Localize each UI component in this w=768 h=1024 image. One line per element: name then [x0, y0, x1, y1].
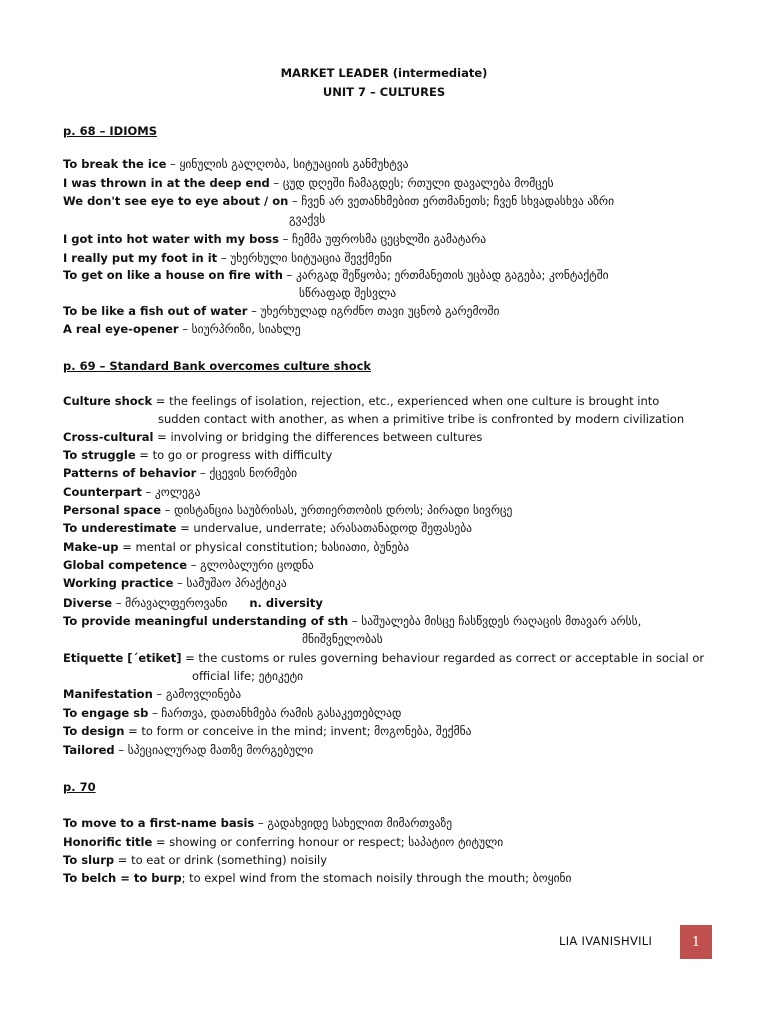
entry-definition: გამოვლინება	[165, 687, 242, 701]
entry-definition: to go or progress with difficulty	[152, 448, 333, 462]
entry-term: Working practice	[63, 576, 174, 590]
entry-definition: to form or conceive in the mind; invent; მოგონება, შექმნა	[141, 724, 472, 738]
entry-sep: –	[141, 485, 155, 499]
entry-term: Tailored	[63, 743, 115, 757]
page-number-badge: 1	[680, 925, 712, 959]
entry-sep: =	[176, 521, 194, 535]
entry-term: Make-up	[63, 540, 119, 554]
vocab-entry	[63, 722, 713, 740]
entry-term: Etiquette [´etiket]	[63, 651, 182, 665]
entry-sep: –	[278, 232, 293, 246]
entry-definition: საშუალება მისცე ჩასწვდეს რაღაცის მთავარ არსს,	[361, 614, 642, 628]
vocab-entry	[63, 230, 713, 248]
entry-definition: უხერხული სიტუაცია შევქმენი	[230, 251, 392, 265]
entry-definition: showing or conferring honour or respect; საპატიო ტიტული	[169, 835, 504, 849]
entry-term: To be like a fish out of water	[63, 304, 248, 318]
entry-term: I really put my foot in it	[63, 251, 218, 265]
entry-term: To break the ice	[63, 157, 167, 171]
vocab-entry	[63, 649, 713, 685]
entry-definition: სპეციალურად მათზე მორგებული	[127, 743, 314, 757]
entry-sep: –	[178, 322, 192, 336]
vocab-entry	[63, 685, 713, 703]
entry-sep: =	[118, 540, 136, 554]
entry-term: To get on like a house on fire with	[63, 268, 283, 282]
entry-sep: –	[148, 706, 162, 720]
entry-sep: =	[152, 394, 170, 408]
entry-term: To struggle	[63, 448, 136, 462]
unit-title: UNIT 7 – CULTURES	[322, 85, 446, 99]
entry-continuation: official life; ეტიკეტი	[192, 669, 304, 683]
entry-sep: –	[282, 268, 296, 282]
section-heading-standard-bank: p. 69 – Standard Bank overcomes culture shock	[63, 359, 372, 373]
entry-definition: მრავალფეროვანი	[125, 596, 228, 610]
entry-sep: –	[173, 576, 187, 590]
entry-term: A real eye-opener	[63, 322, 179, 336]
entry-term: To underestimate	[63, 521, 177, 535]
entry-sep: ;	[181, 871, 190, 885]
entry-definition: ცუდ დღეში ჩამაგდეს; რთული დავალება მომცეს	[282, 176, 554, 190]
entry-sep: –	[166, 157, 180, 171]
vocab-entry	[63, 556, 713, 574]
entry-continuation: სწრაფად შესვლა	[299, 286, 397, 300]
entry-noun-form: n. diversity	[249, 596, 323, 610]
entry-term: Patterns of behavior	[63, 466, 197, 480]
section-heading-idioms: p. 68 – IDIOMS	[63, 124, 157, 138]
entry-definition: to expel wind from the stomach noisily through the mouth; ბოყინი	[189, 871, 572, 885]
entry-definition: the feelings of isolation, rejection, etc., experienced when one culture is brought into	[169, 394, 660, 408]
entry-sep: –	[152, 687, 166, 701]
entry-continuation: sudden contact with another, as when a primitive tribe is confronted by modern civilization	[158, 412, 685, 426]
entry-definition: დისტანცია საუბრისას, ურთიერთობის დროს; პირადი სივრცე	[174, 503, 513, 517]
vocab-entry	[63, 392, 713, 428]
entry-term: I got into hot water with my boss	[63, 232, 279, 246]
entry-definition: კარგად შეწყობა; ერთმანეთის უცბად გაგება; კონტაქტში	[295, 268, 609, 282]
entry-definition: involving or bridging the differences between cultures	[170, 430, 483, 444]
vocab-entry	[63, 741, 713, 759]
vocab-entry	[63, 266, 713, 302]
entry-term: Personal space	[63, 503, 161, 517]
vocab-entry	[63, 155, 713, 173]
entry-definition: ქცევის ნორმები	[209, 466, 298, 480]
vocab-entry	[63, 574, 713, 592]
section-heading-p70: p. 70	[63, 780, 96, 794]
entry-sep: –	[114, 743, 128, 757]
entry-sep: –	[254, 816, 268, 830]
entry-sep: =	[181, 651, 199, 665]
entry-continuation: მნიშვნელობას	[302, 632, 383, 646]
vocab-entry	[63, 869, 713, 887]
vocab-entry	[63, 446, 713, 464]
entry-sep: –	[187, 558, 201, 572]
entry-definition: to eat or drink (something) noisily	[131, 853, 328, 867]
entry-definition: ყინულის გალღობა, სიტუაციის განმუხტვა	[179, 157, 409, 171]
entry-definition: უხერხულად იგრძნო თავი უცნობ გარემოში	[260, 304, 500, 318]
entry-definition: the customs or rules governing behaviour regarded as correct or acceptable in social or	[198, 651, 705, 665]
vocab-entry	[63, 501, 713, 519]
entry-term: Manifestation	[63, 687, 153, 701]
entry-sep: –	[348, 614, 362, 628]
entry-sep: =	[135, 448, 153, 462]
entry-definition: undervalue, underrate; არასათანადოდ შეფასება	[193, 521, 473, 535]
entry-term: Counterpart	[63, 485, 142, 499]
entry-definition: გადახვიდე სახელით მიმართვაზე	[267, 816, 453, 830]
entry-term: Culture shock	[63, 394, 153, 408]
entry-term: We don't see eye to eye about / on	[63, 194, 289, 208]
entry-sep: –	[217, 251, 231, 265]
vocab-entry	[63, 464, 713, 482]
entry-term: To belch = to burp	[63, 871, 182, 885]
vocab-entry	[63, 612, 713, 648]
vocab-entry	[63, 704, 713, 722]
entry-term: To engage sb	[63, 706, 149, 720]
entry-definition: ჩემმა უფროსმა ცეცხლში გამატარა	[292, 232, 487, 246]
entry-sep: =	[152, 835, 170, 849]
entry-sep: –	[247, 304, 261, 318]
entry-term: Diverse	[63, 596, 113, 610]
entry-definition: სამუშაო პრაქტიკა	[186, 576, 287, 590]
entry-definition: ჩვენ არ ვეთანხმებით ერთმანეთს; ჩვენ სხვადასხვა აზრი	[301, 194, 615, 208]
entry-term: To move to a first-name basis	[63, 816, 255, 830]
vocab-entry	[63, 519, 713, 537]
entry-sep: –	[269, 176, 283, 190]
author-name: LIA IVANISHVILI	[559, 934, 653, 948]
entry-term: To slurp	[63, 853, 115, 867]
vocab-entry	[63, 428, 713, 446]
entry-definition: mental or physical constitution; ხასიათი, ბუნება	[135, 540, 410, 554]
document-title: MARKET LEADER (intermediate)	[280, 66, 488, 80]
entry-definition: სიურპრიზი, სიახლე	[191, 322, 301, 336]
vocab-entry	[63, 538, 713, 556]
entry-sep: =	[124, 724, 142, 738]
entry-sep: =	[114, 853, 132, 867]
vocab-entry	[63, 302, 713, 320]
vocab-entry	[63, 851, 713, 869]
vocab-entry	[63, 320, 713, 338]
entry-definition: კოლეგა	[154, 485, 201, 499]
entry-term: To design	[63, 724, 125, 738]
entry-term: Cross-cultural	[63, 430, 154, 444]
entry-term: Honorific title	[63, 835, 153, 849]
vocab-entry	[63, 594, 713, 612]
vocab-entry	[63, 192, 713, 228]
entry-definition: ჩართვა, დათანხმება რამის გასაკეთებლად	[161, 706, 402, 720]
entry-term: I was thrown in at the deep end	[63, 176, 270, 190]
entry-continuation: გვაქვს	[289, 212, 326, 226]
vocab-entry	[63, 483, 713, 501]
vocab-entry	[63, 174, 713, 192]
vocab-entry	[63, 249, 713, 267]
entry-sep: –	[196, 466, 210, 480]
entry-term: To provide meaningful understanding of sth	[63, 614, 349, 628]
entry-definition: გლობალური ცოდნა	[200, 558, 314, 572]
entry-term: Global competence	[63, 558, 188, 572]
entry-sep: –	[288, 194, 302, 208]
vocab-entry	[63, 833, 713, 851]
entry-sep: =	[153, 430, 171, 444]
vocab-entry	[63, 814, 713, 832]
entry-sep: –	[112, 596, 126, 610]
entry-sep: –	[161, 503, 175, 517]
